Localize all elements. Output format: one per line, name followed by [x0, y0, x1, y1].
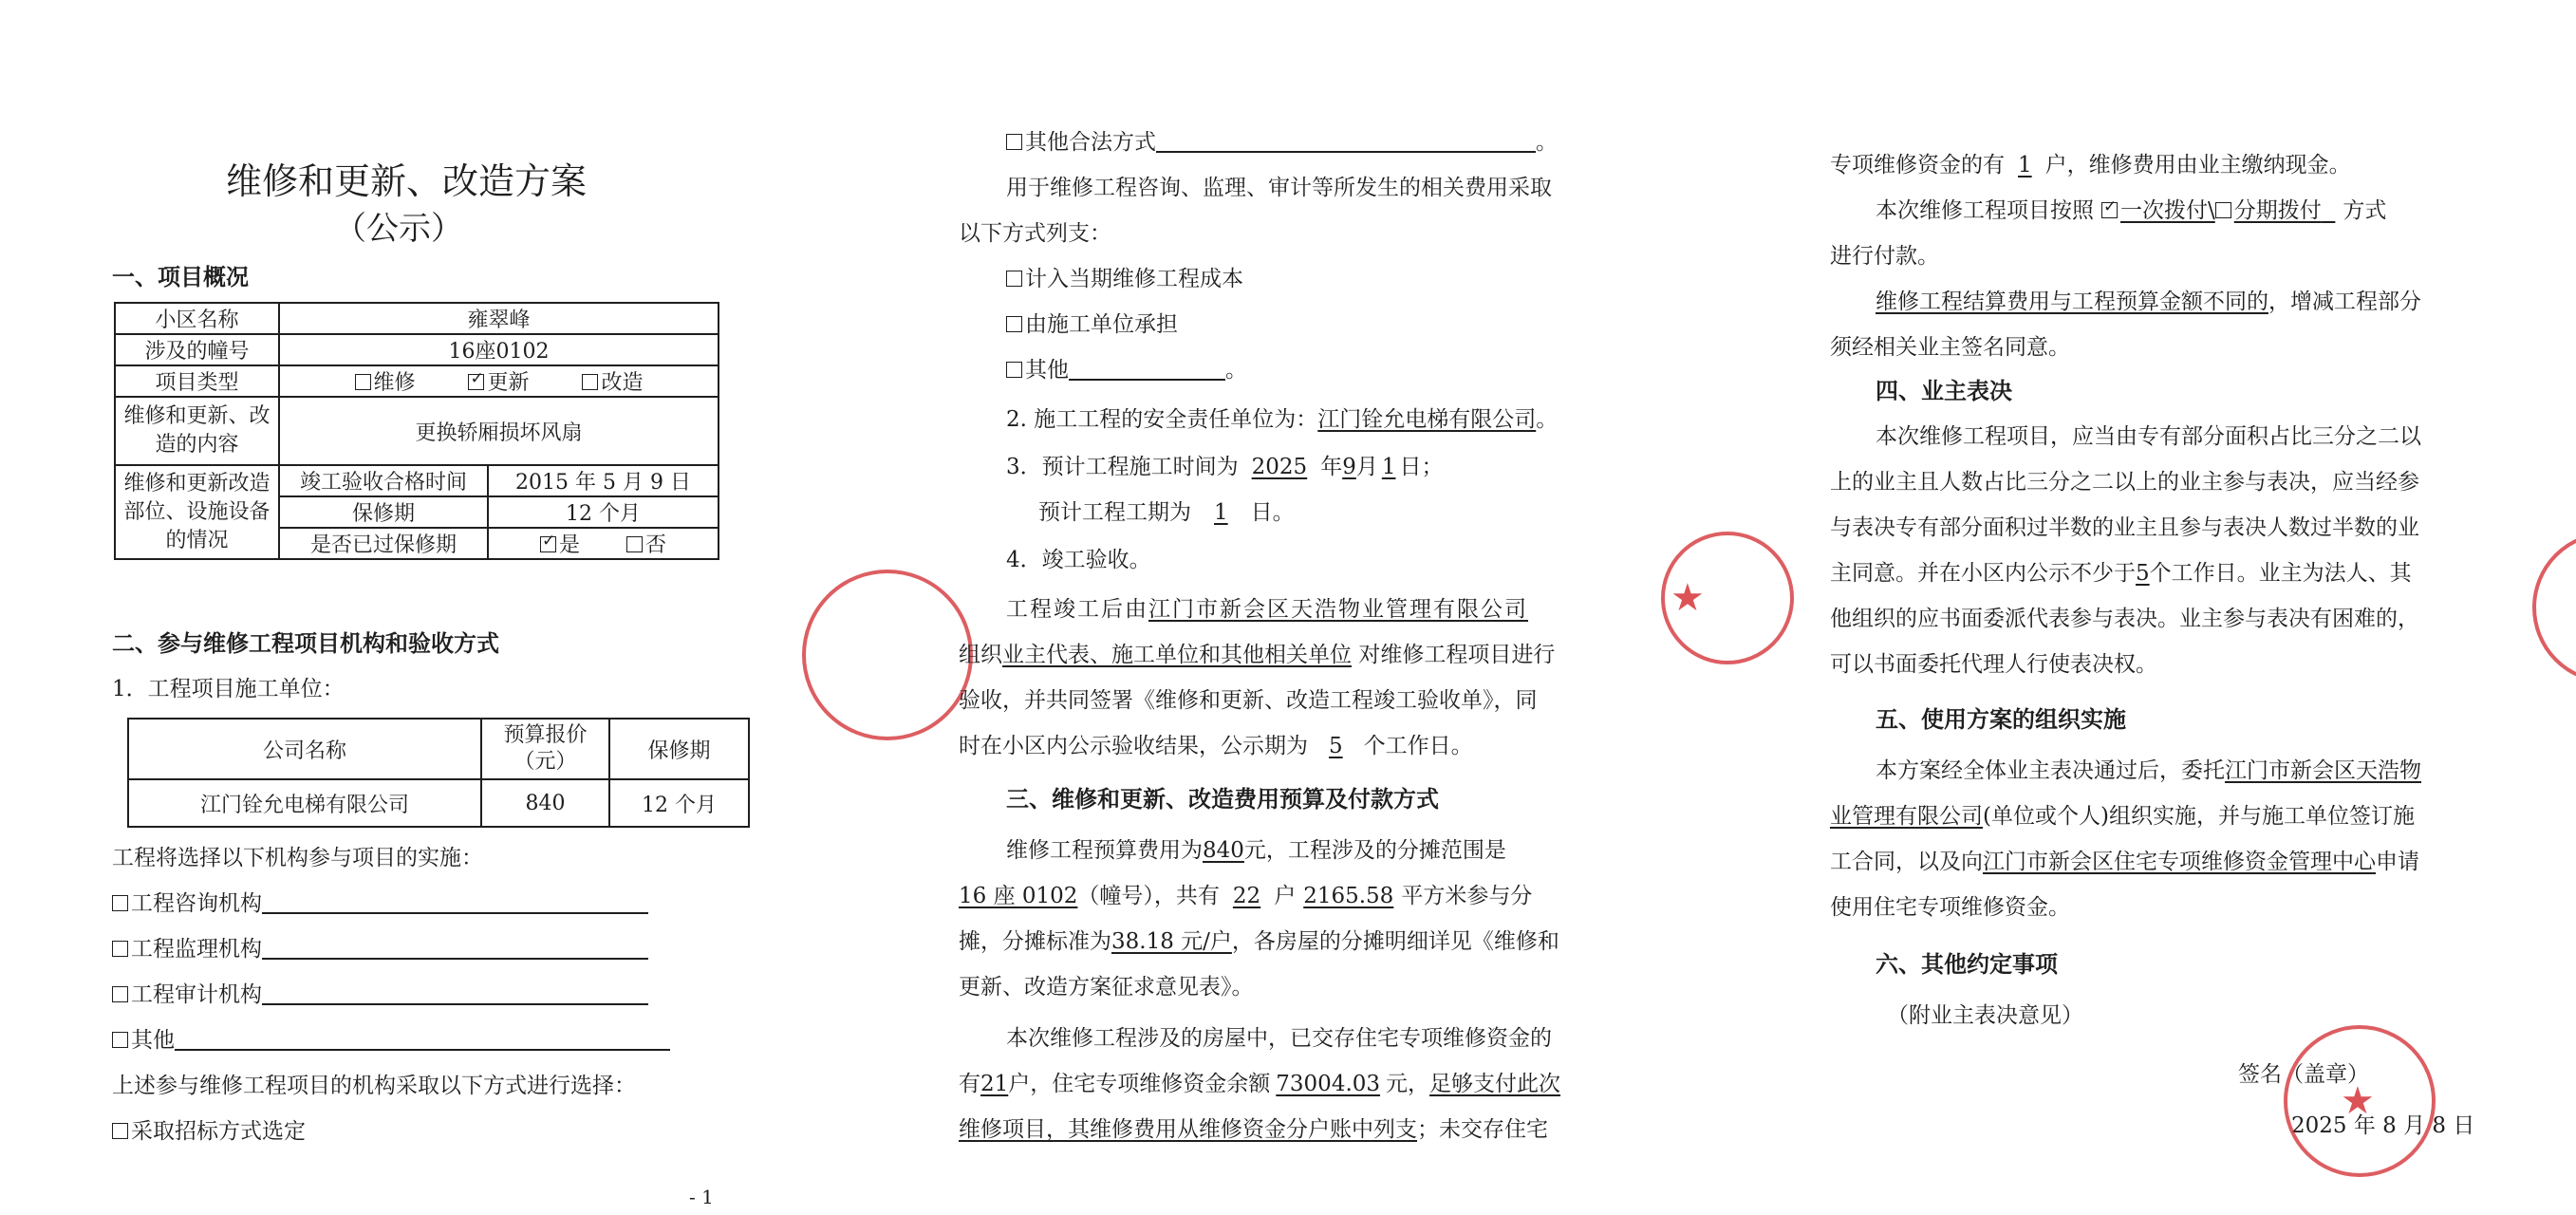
- scope-unit: （幢号），共有: [1077, 884, 1220, 908]
- fund-balance: 73004.03: [1276, 1072, 1381, 1096]
- checkbox-other-org: [112, 1032, 128, 1048]
- org-audit-label: 工程审计机构: [131, 982, 262, 1007]
- selection-method-text: 上述参与维修工程项目的机构采取以下方式进行选择：: [112, 1074, 636, 1098]
- impl-line3-post: 申请: [2376, 850, 2419, 874]
- attachment-note: （附业主表决意见）: [1887, 1003, 2083, 1028]
- checkbox-repair: [355, 374, 371, 390]
- budget-post: 元，工程涉及的分摊范围是: [1243, 838, 1506, 863]
- property-company: 江门市新会区天浩物业管理有限公司: [1148, 597, 1528, 622]
- fund-line3-post: ；未交存住宅: [1417, 1117, 1548, 1142]
- checkbox-lump-sum-checked: [2101, 202, 2118, 218]
- org-other-label: 其他: [131, 1028, 175, 1053]
- vote-line6: 可以书面委托代理人行使表决权。: [1830, 652, 2157, 677]
- overview-table: [114, 302, 719, 560]
- org-other-blank: [175, 1028, 670, 1051]
- warranty-label: 保修期: [279, 496, 488, 528]
- section-1-heading: 一、项目概况: [112, 264, 249, 290]
- section-2-heading: 二、参与维修工程项目机构和验收方式: [112, 630, 499, 657]
- impl-line4: 使用住宅专项维修资金。: [1830, 895, 2070, 920]
- type-repair-label: 维修: [373, 371, 416, 395]
- impl-pre: 本方案经全体业主表决通过后，委托: [1876, 758, 2225, 783]
- acceptance-line4: [959, 731, 1473, 761]
- payment-post: 方式: [2343, 198, 2387, 223]
- safety-unit-line: 2. 施工工程的安全责任单位为：江门铨允电梯有限公司。: [1006, 407, 1559, 432]
- tender-item: [112, 1116, 306, 1147]
- publicity-days: 5: [1329, 734, 1343, 758]
- acceptance-pre: 工程竣工后由: [1006, 597, 1148, 622]
- tender-label: 采取招标方式选定: [131, 1119, 306, 1144]
- acceptance-line2-post: 对维修工程项目进行: [1358, 643, 1556, 667]
- org-supervision-label: 工程监理机构: [131, 937, 262, 962]
- budget-line4: 更新、改造方案征求意见表》。: [959, 975, 1254, 1000]
- budget-line1: [1006, 835, 1506, 866]
- page-number: - 1: [689, 1186, 714, 1208]
- fee-text-line2: 以下方式列支：: [959, 221, 1111, 246]
- expired-label: 是否已过保修期: [279, 528, 488, 559]
- fee-option-1: [1006, 264, 1243, 294]
- other-legal-item: 其他合法方式 。: [1006, 127, 1558, 158]
- page-3: [1764, 0, 2576, 1215]
- project-type-label: 项目类型: [115, 365, 279, 397]
- unpaid-pre: 专项维修资金的有: [1830, 153, 2005, 178]
- payment-line2: 进行付款。: [1830, 244, 1939, 269]
- page-1: [0, 0, 835, 1215]
- acceptance-line3: 验收，并共同签署《维修和更新、改造工程竣工验收单》，同: [959, 688, 1538, 713]
- checkbox-fee-other: [1006, 362, 1022, 378]
- fee-option-2-label: 由施工单位承担: [1025, 312, 1178, 337]
- construction-time-line: 3．预计工程施工时间为 2025 年9月 1 日；: [1006, 455, 1444, 479]
- fund-mid: 户，住宅专项维修资金余额: [1008, 1072, 1271, 1096]
- seal-edge-far-right: [2532, 532, 2576, 683]
- unpaid-post: 户，维修费用由业主缴纳现金。: [2044, 153, 2351, 178]
- signature-date: 2025 年 8 月 8 日: [2291, 1113, 2475, 1138]
- standard-pre: 摊，分摊标准为: [959, 929, 1111, 954]
- other-legal-blank: [1156, 130, 1536, 153]
- section-3-heading: 三、维修和更新、改造费用预算及付款方式: [1006, 786, 1439, 813]
- payment-line1: [1876, 196, 2386, 226]
- payment-pre: 本次维修工程项目按照: [1876, 198, 2094, 223]
- settlement-line2: 须经相关业主签名同意。: [1830, 335, 2070, 360]
- construction-time-label: 3．预计工程施工时间为: [1006, 455, 1239, 479]
- fund-source: 维修项目，其维修费用从维修资金分户账中列支: [959, 1117, 1417, 1142]
- impl-company-part2: 业管理有限公司: [1830, 804, 1983, 829]
- checkbox-other-legal: [1006, 134, 1022, 150]
- org-consulting-label: 工程咨询机构: [131, 891, 262, 916]
- settlement-post: ，增减工程部分: [2268, 290, 2421, 314]
- checkbox-supervision: [112, 941, 128, 957]
- acceptance-time-label: 竣工验收合格时间: [279, 465, 488, 496]
- fee-option-1-label: 计入当期维修工程成本: [1025, 267, 1243, 291]
- impl-line3-pre: 工合同，以及向: [1830, 850, 1983, 874]
- payment-option-1: 一次拨付: [2120, 198, 2208, 223]
- impl-fund-center: 江门市新会区住宅专项维修资金管理中心: [1983, 850, 2376, 874]
- area-post: 平方米参与分: [1401, 884, 1533, 908]
- acceptance-line4-pre: 时在小区内公示验收结果，公示期为: [959, 734, 1308, 758]
- construction-year: 2025: [1251, 455, 1308, 479]
- total-area: 2165.58: [1303, 884, 1394, 908]
- duration-label: 预计工程工期为: [1038, 500, 1191, 525]
- fund-line1: 本次维修工程涉及的房屋中，已交存住宅专项维修资金的: [1006, 1026, 1552, 1051]
- settlement-line1: [1876, 287, 2421, 317]
- fee-option-3: 其他 。: [1006, 355, 1247, 385]
- payment-option-2: 分期拨付: [2233, 198, 2322, 223]
- acceptance-time-value: 2015 年 5 月 9 日: [488, 465, 719, 496]
- unpaid-line: [1830, 150, 2351, 180]
- document-title: 维修和更新、改造方案: [226, 160, 588, 202]
- vote-line3: 与表决专有部分面积过半数的业主且参与表决人数过半数的业: [1830, 515, 2419, 540]
- acceptance-parties: 业主代表、施工单位和其他相关单位: [1002, 643, 1352, 667]
- budget-pre: 维修工程预算费用为: [1006, 838, 1203, 863]
- vote-line2: 上的业主且人数占比三分之二以上的业主参与表决，应当经参: [1830, 470, 2419, 495]
- company-warranty-header: 保修期: [609, 719, 749, 779]
- document-subtitle: （公示）: [334, 210, 463, 248]
- company-seal-star-icon: ★: [2341, 1079, 2375, 1123]
- company-budget: 840: [481, 779, 609, 827]
- choose-orgs-text: 工程将选择以下机构参与项目的实施：: [112, 846, 483, 870]
- impl-line2-post: (单位或个人)组织实施，并与施工单位签订施: [1983, 804, 2415, 829]
- impl-line2: [1830, 801, 2415, 832]
- acceptance-org-pre: 组织: [959, 643, 1002, 667]
- content-value: 更换轿厢损坏风扇: [279, 397, 719, 465]
- section-5-heading: 五、使用方案的组织实施: [1876, 706, 2126, 733]
- vote-line4: [1830, 558, 2412, 589]
- other-legal-label: 其他合法方式: [1025, 130, 1156, 155]
- fee-text-line1: 用于维修工程咨询、监理、审计等所发生的相关费用采取: [1006, 176, 1552, 200]
- budget-header: 预算报价（元）: [481, 719, 609, 779]
- budget-amount: 840: [1203, 838, 1244, 863]
- payment-options: ✓ 一次拨付\ 分期拨付: [2094, 198, 2343, 223]
- org-consulting-item: [112, 888, 648, 919]
- acceptance-line4-post: 个工作日。: [1363, 734, 1473, 758]
- impl-line3: [1830, 847, 2419, 877]
- section-6-heading: 六、其他约定事项: [1876, 951, 2058, 978]
- impl-company-part1: 江门市新会区天浩物: [2225, 758, 2421, 783]
- checkbox-consulting: [112, 895, 128, 911]
- checkbox-update-checked: [468, 374, 484, 390]
- budget-line2: 16 座 0102（幢号），共有 22 户 2165.58 平方米参与分: [959, 884, 1533, 908]
- community-value: 雍翠峰: [279, 303, 719, 334]
- acceptance-line1: [1006, 594, 1528, 625]
- impl-line1: [1876, 756, 2421, 786]
- checkbox-audit: [112, 986, 128, 1002]
- acceptance-line2: [959, 640, 1555, 670]
- fund-line3: [959, 1114, 1548, 1145]
- type-renovate-label: 改造: [601, 371, 644, 395]
- company-name: 江门铨允电梯有限公司: [128, 779, 481, 827]
- community-label: 小区名称: [115, 303, 279, 334]
- building-label: 涉及的幢号: [115, 334, 279, 365]
- company-warranty: 12 个月: [609, 779, 749, 827]
- vote-line4-post: 个工作日。业主为法人、其: [2149, 561, 2412, 586]
- settlement-condition: 维修工程结算费用与工程预算金额不同的: [1876, 290, 2268, 314]
- warranty-value: 12 个月: [488, 496, 719, 528]
- project-type-options: [279, 365, 719, 397]
- vote-line5: 他组织的应书面委派代表参与表决。业主参与表决有困难的，: [1830, 607, 2419, 631]
- fee-option-2: [1006, 309, 1178, 340]
- duration-value: 1: [1214, 500, 1228, 525]
- households-count: 22: [1232, 884, 1261, 908]
- type-update-label: 更新: [487, 371, 530, 395]
- content-label: 维修和更新、改造的内容: [115, 397, 279, 465]
- page-2: [883, 0, 1718, 1215]
- seal-star-icon: ★: [1671, 576, 1705, 620]
- expired-yes-label: 是: [559, 533, 581, 557]
- company-name-header: 公司名称: [128, 719, 481, 779]
- vote-line1: 本次维修工程项目，应当由专有部分面积占比三分之二以: [1876, 424, 2421, 449]
- org-audit-item: [112, 980, 648, 1010]
- checkbox-installment: [2215, 202, 2231, 218]
- budget-line3: [959, 926, 1559, 957]
- company-table: [127, 718, 750, 828]
- checkbox-renovate: [582, 374, 598, 390]
- unpaid-households: 1: [2018, 153, 2032, 178]
- parts-label: 维修和更新改造部位、设施设备的情况: [115, 465, 279, 559]
- duration-line: 预计工程工期为 1 日。: [1038, 500, 1295, 525]
- safety-unit-label: 2. 施工工程的安全责任单位为：: [1006, 407, 1318, 432]
- org-supervision-item: [112, 934, 648, 964]
- acceptance-heading: 4．竣工验收。: [1006, 548, 1151, 572]
- signature-label: 签名（盖章）: [2238, 1062, 2369, 1087]
- vote-publicity-days: 5: [2136, 561, 2150, 586]
- org-consulting-blank: [262, 891, 648, 914]
- construction-day: 1: [1381, 455, 1396, 479]
- building-value: 16座0102: [279, 334, 719, 365]
- apportion-standard: 38.18 元/户: [1111, 929, 1232, 954]
- org-audit-blank: [262, 982, 648, 1005]
- fund-households: 21: [980, 1072, 1009, 1096]
- checkbox-yes-checked: [540, 536, 556, 552]
- expired-no-label: 否: [644, 533, 666, 557]
- checkbox-fee-contractor: [1006, 316, 1022, 332]
- standard-post: ，各房屋的分摊明细详见《维修和: [1231, 929, 1559, 954]
- fee-other-blank: [1069, 358, 1225, 381]
- construction-month: 9: [1342, 455, 1356, 479]
- fund-line2: 有21户，住宅专项维修资金余额 73004.03 元，足够支付此次: [959, 1072, 1561, 1096]
- checkbox-tender: [112, 1123, 128, 1139]
- vote-line4-pre: 主同意。并在小区内公示不少于: [1830, 561, 2136, 586]
- construction-unit-heading: 1．工程项目施工单位：: [112, 677, 345, 701]
- checkbox-no: [626, 536, 643, 552]
- org-other-item: [112, 1025, 670, 1056]
- section-4-heading: 四、业主表决: [1876, 378, 2012, 404]
- checkbox-fee-cost: [1006, 271, 1022, 287]
- safety-unit-value: 江门铨允电梯有限公司: [1317, 407, 1537, 432]
- fund-sufficient: 足够支付此次: [1429, 1072, 1561, 1096]
- org-supervision-blank: [262, 937, 648, 960]
- fee-option-3-label: 其他: [1025, 358, 1069, 383]
- scope-building: 16 座 0102: [959, 884, 1078, 908]
- fund-pre: 有: [959, 1072, 980, 1096]
- expired-options: [488, 528, 719, 559]
